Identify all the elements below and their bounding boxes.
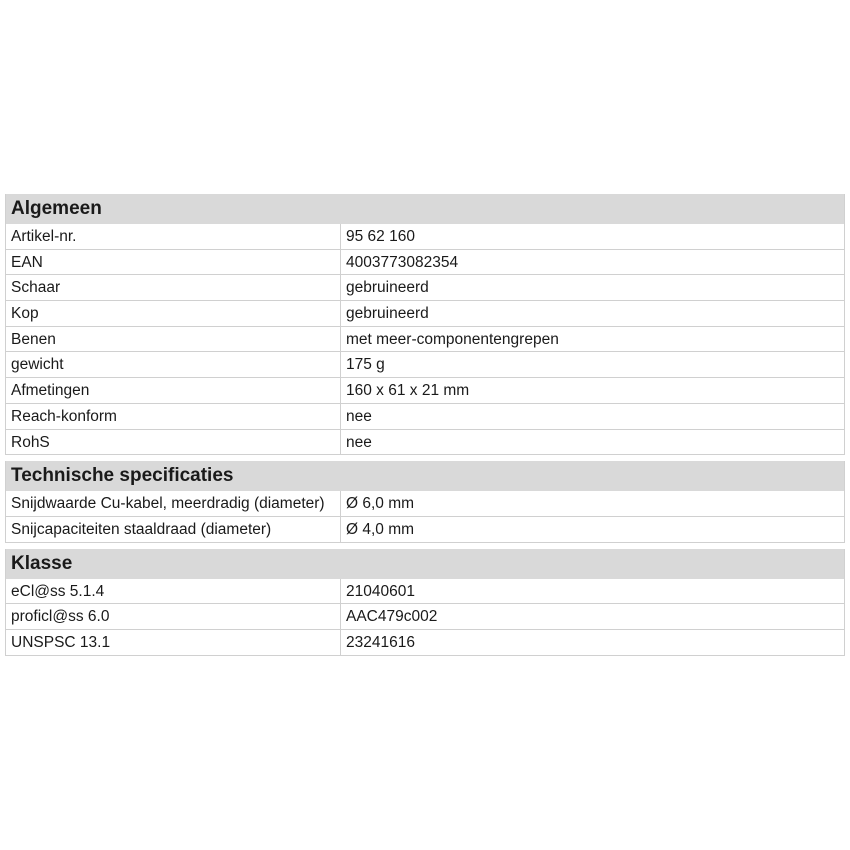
table-row — [5, 224, 845, 250]
row-label: eCl@ss 5.1.4 — [6, 579, 341, 604]
row-value: 160 x 61 x 21 mm — [346, 382, 470, 400]
row-value: 95 62 160 — [346, 228, 415, 245]
table-row — [5, 352, 845, 378]
table-row — [5, 491, 845, 517]
row-value: nee — [346, 407, 372, 425]
section-algemeen — [5, 194, 845, 455]
table-row — [5, 430, 845, 456]
section-title: Klasse — [5, 549, 845, 579]
section-klasse — [5, 549, 845, 656]
row-value: 23241616 — [346, 633, 415, 651]
row-label: Reach-konform — [6, 404, 341, 429]
row-value: Ø 4,0 mm — [346, 520, 415, 538]
table-row — [5, 327, 845, 353]
spec-table — [5, 194, 845, 656]
section-technische-specificaties — [5, 461, 845, 542]
row-value: 175 g — [346, 356, 385, 374]
table-row — [5, 378, 845, 404]
table-row — [5, 630, 845, 656]
row-label: proficl@ss 6.0 — [6, 604, 341, 629]
table-row — [5, 301, 845, 327]
row-label: Benen — [6, 327, 341, 352]
table-row — [5, 517, 845, 543]
row-value: gebruineerd — [346, 305, 429, 323]
row-label: Afmetingen — [6, 378, 341, 403]
row-label: Snijdwaarde Cu-kabel, meerdradig (diameter) — [6, 491, 341, 516]
row-value: 21040601 — [346, 582, 415, 600]
row-label: EAN — [6, 250, 341, 275]
row-label: gewicht — [6, 352, 341, 377]
row-value: AAC479c002 — [346, 608, 438, 626]
table-row — [5, 275, 845, 301]
row-label: UNSPSC 13.1 — [6, 630, 341, 655]
table-row — [5, 404, 845, 430]
row-value: 4003773082354 — [346, 253, 459, 271]
row-label: Schaar — [6, 275, 341, 300]
table-row — [5, 250, 845, 276]
section-title: Algemeen — [5, 194, 845, 224]
row-label: Artikel-nr. — [6, 224, 341, 249]
row-label: Snijcapaciteiten staaldraad (diameter) — [6, 517, 341, 542]
row-label: Kop — [6, 301, 341, 326]
row-value: gebruineerd — [346, 279, 429, 297]
row-value: Ø 6,0 mm — [346, 495, 415, 513]
row-value: met meer-componentengrepen — [346, 330, 559, 348]
section-title: Technische specificaties — [5, 461, 845, 491]
table-row — [5, 604, 845, 630]
table-row — [5, 579, 845, 605]
row-label: RohS — [6, 430, 341, 455]
row-value: nee — [346, 433, 372, 451]
